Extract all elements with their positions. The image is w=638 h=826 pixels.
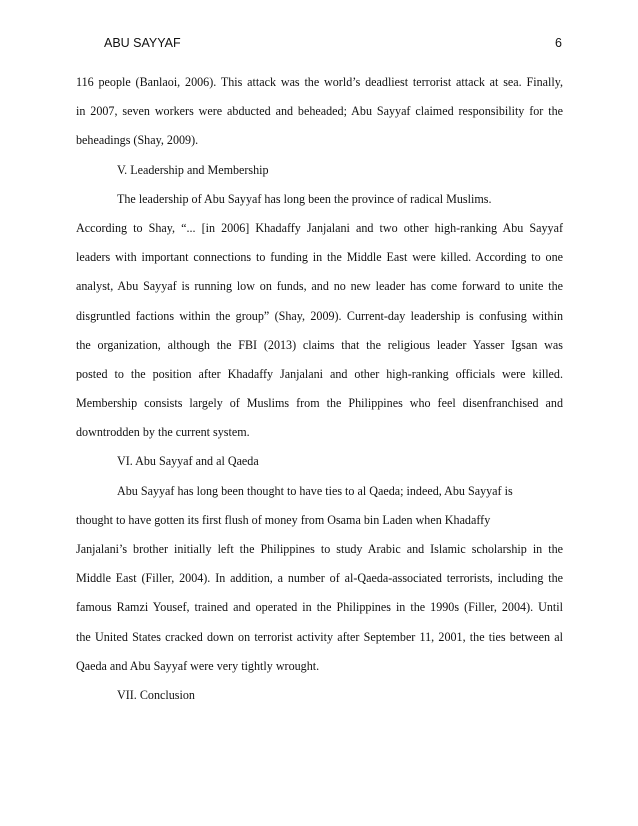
paragraph-line-indented: The leadership of Abu Sayyaf has long been the province of radical Muslims. [117,191,492,206]
paragraph-line: leaders with important connections to funding in the Middle East were killed. According to one [76,250,563,265]
running-head [76,36,562,54]
paragraph-line: Middle East (Filler, 2004). In addition, a number of al-Qaeda-associated terrorists, including the [76,571,563,586]
paragraph-line: Membership consists largely of Muslims from the Philippines who feel disenfranchised and [76,396,563,411]
paragraph-line: the United States cracked down on terrorist activity after September 11, 2001, the ties between al [76,629,563,644]
paragraph-line: Qaeda and Abu Sayyaf were very tightly wrought. [76,658,320,673]
paragraph-line: posted to the position after Khadaffy Janjalani and other high-ranking officials were killed. [76,366,563,381]
document-body [76,68,563,710]
paragraph-line-indented: Abu Sayyaf has long been thought to have ties to al Qaeda; indeed, Abu Sayyaf is [117,483,513,498]
paragraph-line: beheadings (Shay, 2009). [76,133,199,148]
paragraph-line: Janjalani’s brother initially left the Philippines to study Arabic and Islamic scholarship in the [76,542,563,556]
paragraph-line: According to Shay, “... [in 2006] Khadaffy Janjalani and two other high-ranking Abu Sayyaf [76,220,563,235]
running-title: ABU SAYYAF [104,36,181,50]
page-number: 6 [555,36,562,50]
paragraph-line-indented: VII. Conclusion [117,687,195,702]
paragraph-line: analyst, Abu Sayyaf is running low on funds, and no new leader has come forward to unite the [76,279,563,294]
paragraph-line: thought to have gotten its first flush of money from Osama bin Laden when Khadaffy [76,512,491,527]
paragraph-line: disgruntled factions within the group” (Shay, 2009). Current-day leadership is confusing within [76,308,563,323]
paragraph-line: 116 people (Banlaoi, 2006). This attack was the world’s deadliest terrorist attack at sea. Finally, [76,75,563,89]
paragraph-line-indented: V. Leadership and Membership [117,162,269,177]
paragraph-line: downtrodden by the current system. [76,425,250,440]
paragraph-line: in 2007, seven workers were abducted and beheaded; Abu Sayyaf claimed responsibility for the [76,104,563,119]
paragraph-line: famous Ramzi Yousef, trained and operated in the Philippines in the 1990s (Filler, 2004). Until [76,600,563,615]
paragraph-line-indented: VI. Abu Sayyaf and al Qaeda [117,454,259,469]
paragraph-line: the organization, although the FBI (2013) claims that the religious leader Yasser Igsan was [76,337,563,352]
